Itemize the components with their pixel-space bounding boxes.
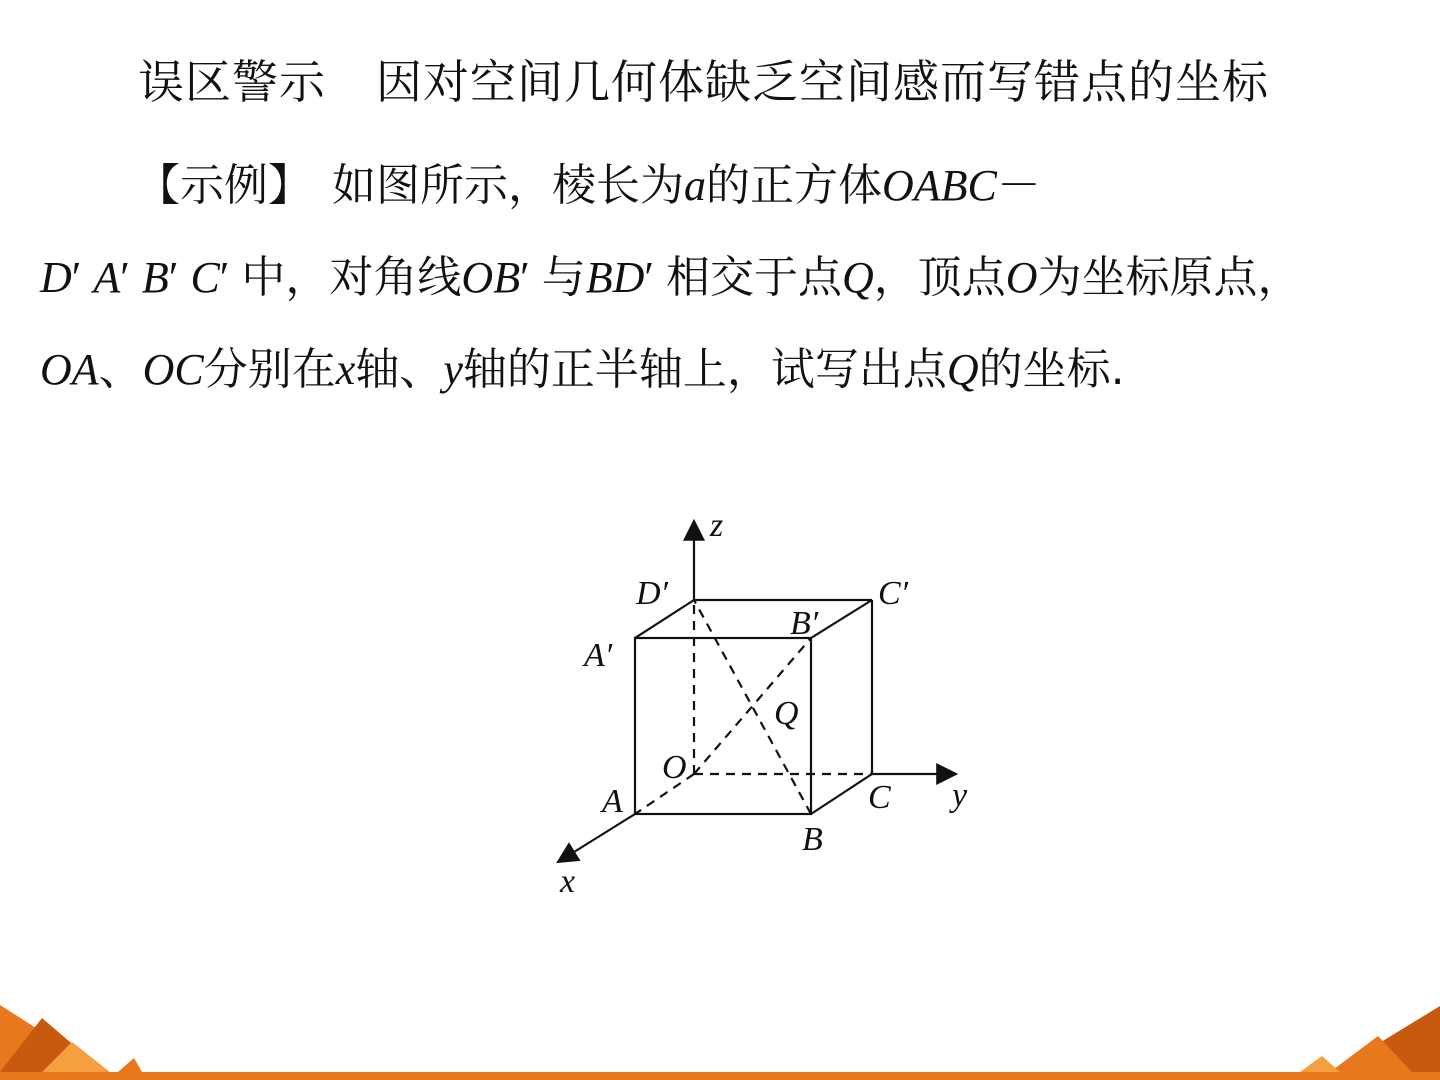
diag-ob: OB xyxy=(461,253,521,302)
prime-mark: ′ xyxy=(219,253,230,302)
text-seg8: 分别在 xyxy=(203,344,336,395)
label-c-prime: C′ xyxy=(878,575,909,612)
label-z: z xyxy=(710,507,724,544)
vertex-b: B xyxy=(141,253,169,302)
vertex-d: D xyxy=(40,253,72,302)
prime-mark: ′ xyxy=(644,253,654,302)
text-seg1: 如图所示，棱长为 xyxy=(332,160,684,211)
var-a: a xyxy=(684,161,706,210)
dash: － xyxy=(996,160,1041,211)
label-c: C xyxy=(868,779,891,816)
text-seg9: 轴、 xyxy=(355,344,444,395)
prime-mark: ′ xyxy=(168,253,179,302)
axis-x: x xyxy=(335,345,356,394)
separator: 、 xyxy=(98,344,143,395)
edge-b-c xyxy=(811,774,872,814)
label-d-prime: D′ xyxy=(636,575,668,612)
axis-y: y xyxy=(443,345,463,394)
edge-b-prime-c-prime xyxy=(811,600,872,638)
x-axis xyxy=(558,814,635,862)
footer-decoration xyxy=(0,990,1440,1080)
vertex-c: C xyxy=(190,253,220,302)
page-title xyxy=(138,52,1398,112)
title-text: 因对空间几何体缺乏空间感而写错点的坐标 xyxy=(376,55,1269,109)
right-triangle-small xyxy=(1300,1056,1340,1072)
label-q: Q xyxy=(774,695,799,732)
cube-name: OABC xyxy=(882,161,997,210)
example-paragraph xyxy=(40,140,1370,416)
edge-oa: OA xyxy=(40,345,99,394)
label-x: x xyxy=(560,863,576,900)
label-o: O xyxy=(662,749,687,786)
label-a: A xyxy=(602,783,623,820)
footer-bar xyxy=(0,1072,1440,1080)
text-seg10: 轴的正半轴上，试写出点 xyxy=(462,344,947,395)
text-seg4: 与 xyxy=(541,252,586,303)
point-q: Q xyxy=(946,345,979,394)
label-b: B xyxy=(802,821,823,858)
edge-oc: OC xyxy=(142,345,204,394)
point-o: O xyxy=(1005,253,1038,302)
text-seg2: 的正方体 xyxy=(706,160,882,211)
label-y: y xyxy=(952,777,968,814)
left-triangle-tiny xyxy=(118,1058,142,1072)
title-label: 误区警示 xyxy=(138,55,326,109)
vertex-a: A xyxy=(93,253,121,302)
text-seg3: 中，对角线 xyxy=(241,252,462,303)
cube-diagram xyxy=(540,505,1010,905)
prime-mark: ′ xyxy=(520,253,530,302)
text-seg5: 相交于点 xyxy=(665,252,842,303)
diag-bd: BD xyxy=(585,253,645,302)
point-q: Q xyxy=(841,253,874,302)
label-a-prime: A′ xyxy=(584,637,613,674)
text-seg11: 的坐标. xyxy=(978,344,1125,395)
label-b-prime: B′ xyxy=(790,605,819,642)
text-seg6: ，顶点 xyxy=(873,252,1006,303)
prime-mark: ′ xyxy=(120,253,130,302)
example-tag: 【示例】 xyxy=(136,160,312,211)
text-seg7: 为坐标原点， xyxy=(1037,252,1302,303)
prime-mark: ′ xyxy=(71,253,82,302)
